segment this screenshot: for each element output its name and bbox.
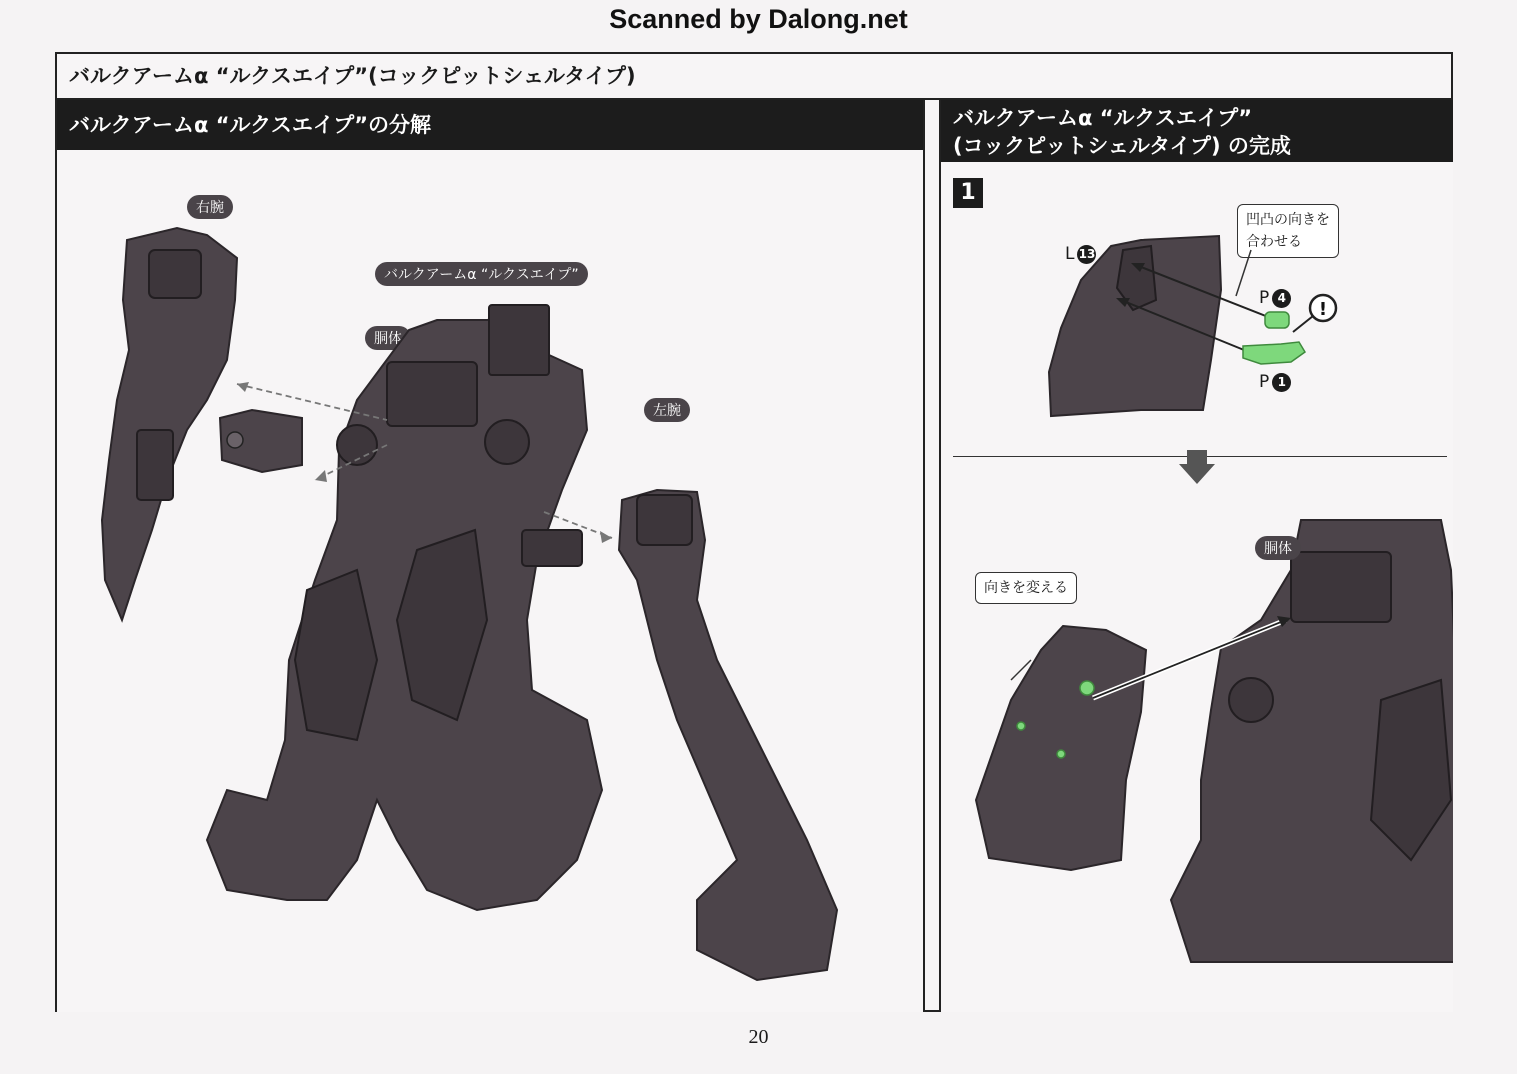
completion-panel (939, 100, 1453, 1012)
completion-heading-line2: (コックピットシェルタイプ) の完成 (953, 134, 1291, 158)
scan-credit: Scanned by Dalong.net (609, 4, 908, 34)
right-arm-illustration (57, 100, 925, 1012)
caution-mark: ! (1318, 299, 1328, 320)
page-title: バルクアームα “ルクスエイプ”(コックピットシェルタイプ) (57, 54, 1451, 100)
down-arrow-icon (1179, 450, 1215, 484)
model-name-label: バルクアームα “ルクスエイプ” (375, 262, 588, 286)
page-number: 20 (748, 1026, 769, 1048)
disassembly-heading: バルクアームα “ルクスエイプ”の分解 (57, 100, 923, 150)
disassembly-panel (57, 100, 925, 1012)
part-p1-letter: P (1259, 372, 1270, 392)
step-number: 1 (953, 178, 983, 208)
shell-part-illustration (941, 100, 1453, 1012)
part-p4-number: 4 (1272, 289, 1291, 308)
part-p1-number: 1 (1272, 373, 1291, 392)
torso-label: 胴体 (365, 326, 411, 350)
part-l13-number: 13 (1077, 245, 1096, 264)
right-arm-label: 右腕 (187, 195, 233, 219)
instruction-frame (55, 52, 1453, 1012)
completion-heading-line1: バルクアームα “ルクスエイプ” (953, 106, 1253, 130)
part-l13-letter: L (1065, 244, 1075, 264)
flip-callout: 向きを変える (975, 572, 1077, 604)
part-p4-letter: P (1259, 288, 1270, 308)
align-callout: 凹凸の向きを 合わせる (1237, 204, 1339, 258)
completion-torso-label: 胴体 (1255, 536, 1301, 560)
left-arm-label: 左腕 (644, 398, 690, 422)
